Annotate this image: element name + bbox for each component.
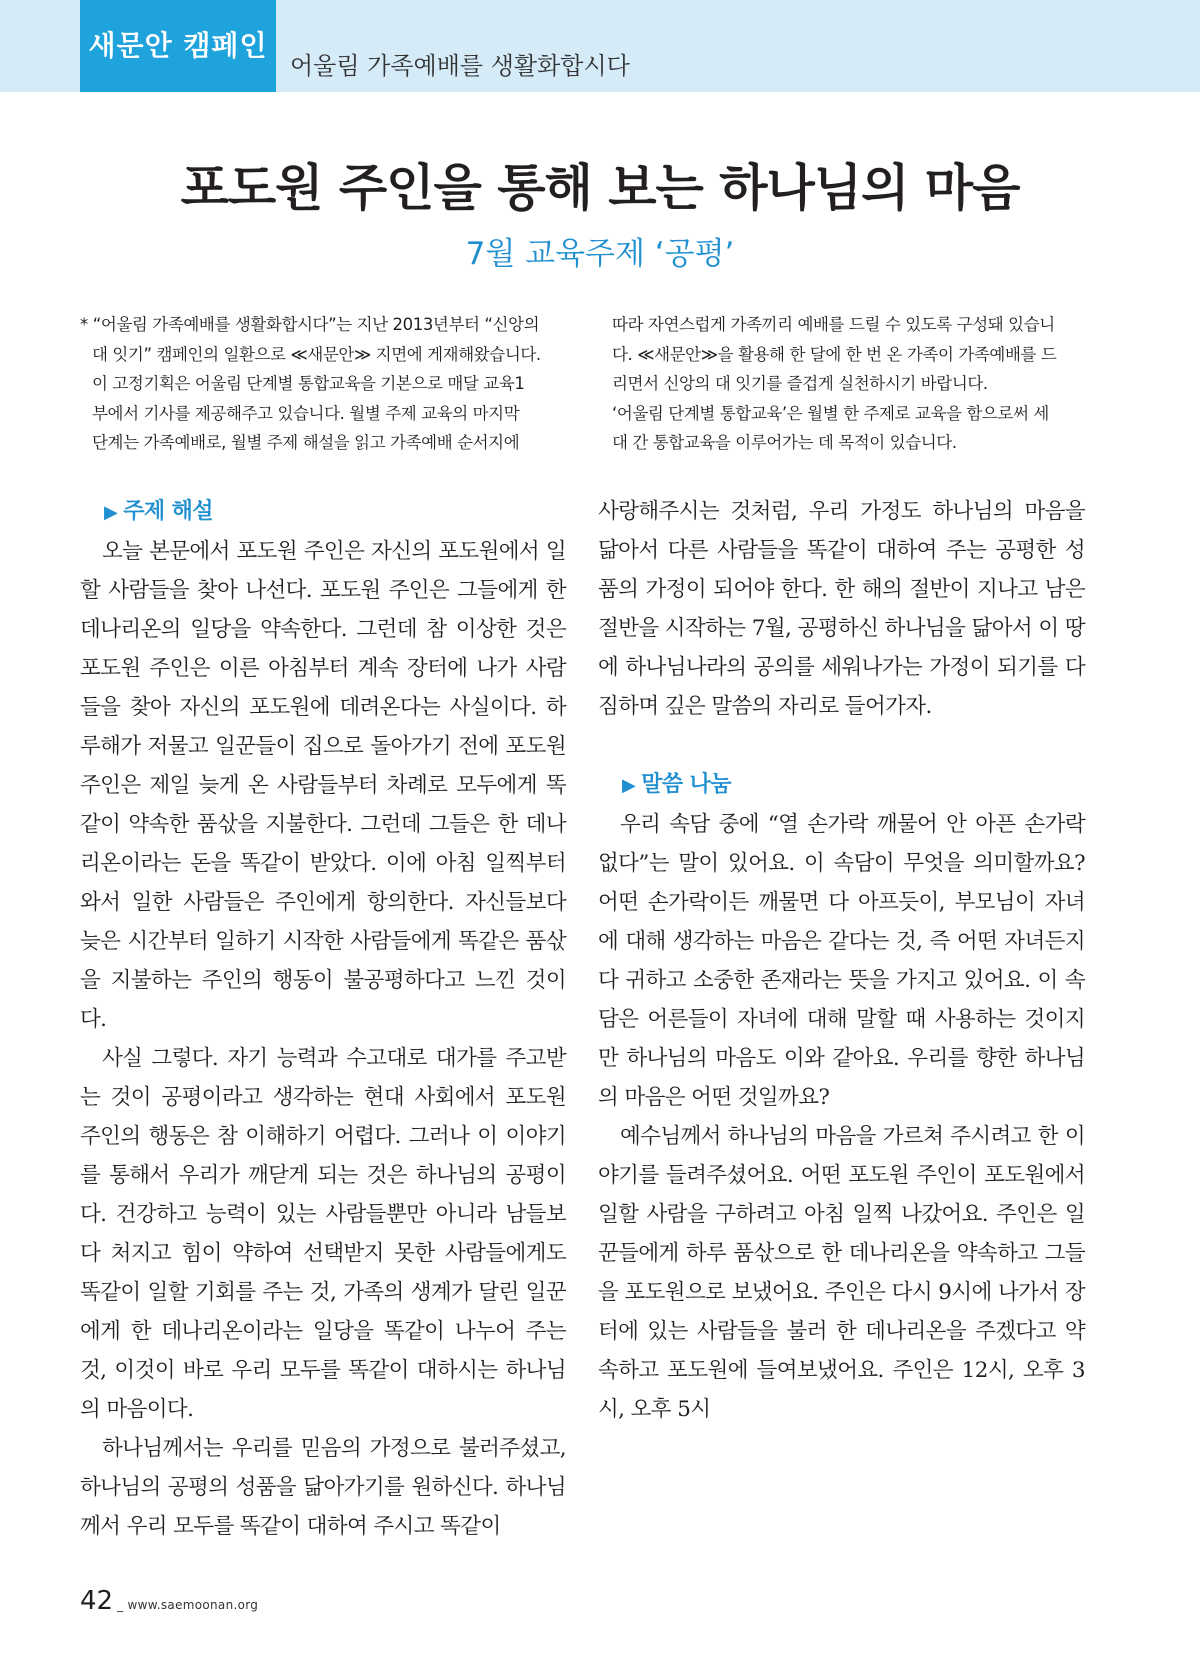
section-heading-label: 주제 해설 (123, 499, 213, 524)
right-triangle-icon: ▶ (622, 775, 636, 796)
intro-note-right (612, 310, 1085, 458)
intro-line: 리면서 신앙의 대 잇기를 즐겁게 실천하시기 바랍니다. (612, 374, 988, 393)
section-spacer (598, 726, 1085, 765)
campaign-label: 새문안 캠페인 (80, 0, 276, 92)
campaign-subtitle: 어울림 가족예배를 생활화합시다 (290, 52, 630, 80)
paragraph: 예수님께서 하나님의 마음을 가르쳐 주시려고 한 이야기를 들려주셨어요. 어떤 포도원 주인이 포도원에서 일할 사람을 구하려고 아침 일찍 나갔어요. 주인은 일꾼들에게 하루 품삯으로 한 데나리온을 약속하고 그들을 포도원으로 보냈어요. 주인은 다시 9시에 나가서 장터에 있는 사람들을 불러 한 데나리온을 주겠다고 약속하고 포도원에 들여보냈어요. 주인은 12시, 오후 3시, 오후 5시 (598, 1124, 1085, 1422)
website-link[interactable]: _ www.saemoonan.org (117, 1598, 259, 1612)
page-number: 42 (80, 1586, 114, 1616)
body-column-left (80, 492, 566, 1546)
body-column-right (598, 492, 1085, 1429)
intro-line: ‘어울림 단계별 통합교육’은 월별 한 주제로 교육을 함으로써 세 (612, 403, 1049, 423)
intro-line: 부에서 기사를 제공해주고 있습니다. 월별 주제 교육의 마지막 (92, 403, 520, 423)
article-subtitle: 7월 교육주제 ‘공평’ (465, 236, 735, 272)
intro-line: * “어울림 가족예배를 생활화합시다”는 지난 2013년부터 “신앙의 (80, 315, 540, 334)
section-heading-word (598, 765, 1085, 805)
intro-line: 따라 자연스럽게 가족끼리 예배를 드릴 수 있도록 구성돼 있습니 (612, 315, 1055, 334)
page-footer (80, 1586, 258, 1616)
intro-line: 대 간 통합교육을 이루어가는 데 목적이 있습니다. (612, 433, 957, 452)
paragraph: 오늘 본문에서 포도원 주인은 자신의 포도원에서 일할 사람들을 찾아 나선다. 포도원 주인은 그들에게 한 데나리온의 일당을 약속한다. 그런데 참 이상한 것은 포도원 주인은 이른 아침부터 계속 장터에 나가 사람들을 찾아 자신의 포도원에 데려온다는 사실이다. 하루해가 저물고 일꾼들이 집으로 돌아가기 전에 포도원 주인은 제일 늦게 온 사람들부터 차례로 모두에게 똑같이 약속한 품삯을 지불한다. 그런데 그들은 한 데나리온이라는 돈을 똑같이 받았다. 이에 아침 일찍부터 와서 일한 사람들은 주인에게 항의한다. 자신들보다 늦은 시간부터 일하기 시작한 사람들에게 똑같은 품삯을 지불하는 주인의 행동이 불공평하다고 느낀 것이다. (80, 539, 566, 1032)
intro-note-left (80, 310, 565, 458)
intro-line: 대 잇기” 캠페인의 일환으로 ≪새문안≫ 지면에 게재해왔습니다. (92, 344, 541, 364)
intro-line: 단계는 가족예배로, 월별 주제 해설을 읽고 가족예배 순서지에 (92, 433, 520, 452)
section-heading-label: 말씀 나눔 (641, 772, 731, 797)
paragraph-continued: 사랑해주시는 것처럼, 우리 가정도 하나님의 마음을 닮아서 다른 사람들을 똑같이 대하여 주는 공평한 성품의 가정이 되어야 한다. 한 해의 절반이 지나고 남은 절반을 시작하는 7월, 공평하신 하나님을 닮아서 이 땅에 하나님나라의 공의를 세워나가는 가정이 되기를 다짐하며 깊은 말씀의 자리로 들어가자. (598, 499, 1085, 719)
intro-line: 다. ≪새문안≫을 활용해 한 달에 한 번 온 가족이 가족예배를 드 (612, 344, 1057, 364)
paragraph: 사실 그렇다. 자기 능력과 수고대로 대가를 주고받는 것이 공평이라고 생각하는 현대 사회에서 포도원 주인의 행동은 참 이해하기 어렵다. 그러나 이 이야기를 통해서 우리가 깨닫게 되는 것은 하나님의 공평이다. 건강하고 능력이 있는 사람들뿐만 아니라 남들보다 처지고 힘이 약하여 선택받지 못한 사람들에게도 똑같이 일할 기회를 주는 것, 가족의 생계가 달린 일꾼에게 한 데나리온이라는 일당을 똑같이 나누어 주는 것, 이것이 바로 우리 모두를 똑같이 대하시는 하나님의 마음이다. (80, 1046, 566, 1422)
right-triangle-icon: ▶ (104, 502, 118, 523)
paragraph: 하나님께서는 우리를 믿음의 가정으로 불러주셨고, 하나님의 공평의 성품을 닮아가기를 원하신다. 하나님께서 우리 모두를 똑같이 대하여 주시고 똑같이 (80, 1436, 566, 1539)
paragraph: 우리 속담 중에 “열 손가락 깨물어 안 아픈 손가락 없다”는 말이 있어요. 이 속담이 무엇을 의미할까요? 어떤 손가락이든 깨물면 다 아프듯이, 부모님이 자녀에 대해 생각하는 마음은 같다는 것, 즉 어떤 자녀든지 다 귀하고 소중한 존재라는 뜻을 가지고 있어요. 이 속담은 어른들이 자녀에 대해 말할 때 사용하는 것이지만 하나님의 마음도 이와 같아요. 우리를 향한 하나님의 마음은 어떤 것일까요? (598, 812, 1085, 1110)
article-title: 포도원 주인을 통해 보는 하나님의 마음 (180, 159, 1020, 217)
section-heading-theme (80, 492, 566, 532)
intro-line: 이 고정기획은 어울림 단계별 통합교육을 기본으로 매달 교육1 (92, 374, 525, 393)
